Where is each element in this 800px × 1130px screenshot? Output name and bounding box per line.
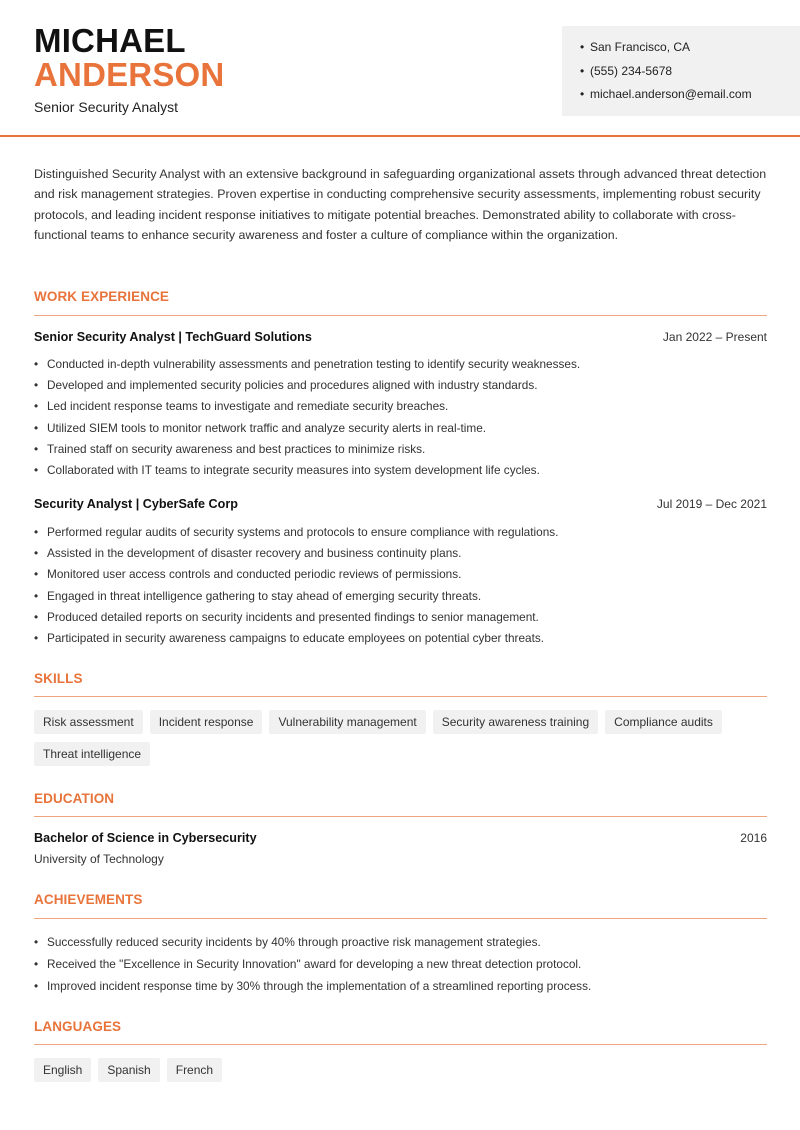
contact-phone: • (555) 234-5678 [580, 63, 752, 87]
section-title-work: WORK EXPERIENCE [34, 289, 170, 304]
list-item: • Assisted in the development of disaster recovery and business continuity plans. [34, 545, 769, 566]
last-name: ANDERSON [34, 56, 225, 93]
language-tag: French [167, 1058, 222, 1082]
summary-text: Distinguished Security Analyst with an extensive background in safeguarding organizational assets through advanced threat detection and risk management strategies. Proven expertise in conducting comprehensive security assessments, implementing robust security protocols, and leading incident response initiatives to mitigate potential breaches. Demonstrated ability to collaborate with cross-functional teams to enhance security awareness and foster a culture of compliance within the organization. [34, 167, 767, 242]
list-item: • Developed and implemented security policies and procedures aligned with industry standards. [34, 377, 769, 398]
list-item: • Monitored user access controls and conducted periodic reviews of permissions. [34, 566, 769, 587]
contact-box [562, 26, 800, 116]
job-date-2: Jul 2019 – Dec 2021 [656, 497, 767, 511]
first-name: MICHAEL [34, 22, 186, 59]
section-title-skills: SKILLS [34, 671, 83, 686]
contact-location: • San Francisco, CA [580, 39, 752, 63]
section-divider [34, 696, 767, 697]
list-item: • Improved incident response time by 30% through the implementation of a streamlined reporting process. [34, 978, 769, 1000]
job-date-1: Jan 2022 – Present [662, 330, 767, 344]
job-title: Senior Security Analyst [34, 99, 178, 115]
school-name: University of Technology [34, 852, 164, 866]
skill-tag: Risk assessment [34, 710, 143, 734]
degree: Bachelor of Science in Cybersecurity [34, 831, 257, 845]
section-divider [34, 315, 767, 316]
job-title-1: Senior Security Analyst | TechGuard Solutions [34, 330, 312, 344]
job-bullets-1 [34, 356, 769, 483]
list-item: • Conducted in-depth vulnerability assessments and penetration testing to identify security weaknesses. [34, 356, 769, 377]
list-item: • Led incident response teams to investigate and remediate security breaches. [34, 398, 769, 419]
job-title-2: Security Analyst | CyberSafe Corp [34, 497, 238, 511]
contact-email: • michael.anderson@email.com [580, 86, 752, 110]
resume-header [0, 0, 800, 137]
skill-tag: Vulnerability management [269, 710, 425, 734]
contact-list [580, 39, 752, 110]
graduation-year: 2016 [740, 831, 767, 845]
skill-tag: Incident response [150, 710, 263, 734]
language-tag: English [34, 1058, 91, 1082]
job-bullets-2 [34, 524, 769, 651]
section-title-achievements: ACHIEVEMENTS [34, 892, 143, 907]
skills-tags [34, 710, 769, 766]
language-tag: Spanish [98, 1058, 159, 1082]
skill-tag: Threat intelligence [34, 742, 150, 766]
section-divider [34, 1044, 767, 1045]
list-item: • Received the "Excellence in Security Innovation" award for developing a new threat detection protocol. [34, 956, 769, 978]
section-title-languages: LANGUAGES [34, 1019, 122, 1034]
achievement-list [34, 934, 769, 1001]
list-item: • Engaged in threat intelligence gathering to stay ahead of emerging security threats. [34, 588, 769, 609]
section-title-education: EDUCATION [34, 791, 115, 806]
list-item: • Participated in security awareness campaigns to educate employees on potential cyber threats. [34, 630, 769, 651]
skill-tag: Security awareness training [433, 710, 598, 734]
list-item: • Successfully reduced security incidents by 40% through proactive risk management strategies. [34, 934, 769, 956]
language-tags [34, 1058, 769, 1082]
section-divider [34, 816, 767, 817]
list-item: • Produced detailed reports on security incidents and presented findings to senior management. [34, 609, 769, 630]
skill-tag: Compliance audits [605, 710, 722, 734]
list-item: • Utilized SIEM tools to monitor network traffic and analyze security alerts in real-time. [34, 420, 769, 441]
list-item: • Trained staff on security awareness and best practices to minimize risks. [34, 441, 769, 462]
section-divider [34, 918, 767, 919]
list-item: • Collaborated with IT teams to integrate security measures into system development life cycles. [34, 462, 769, 483]
list-item: • Performed regular audits of security systems and protocols to ensure compliance with regulations. [34, 524, 769, 545]
